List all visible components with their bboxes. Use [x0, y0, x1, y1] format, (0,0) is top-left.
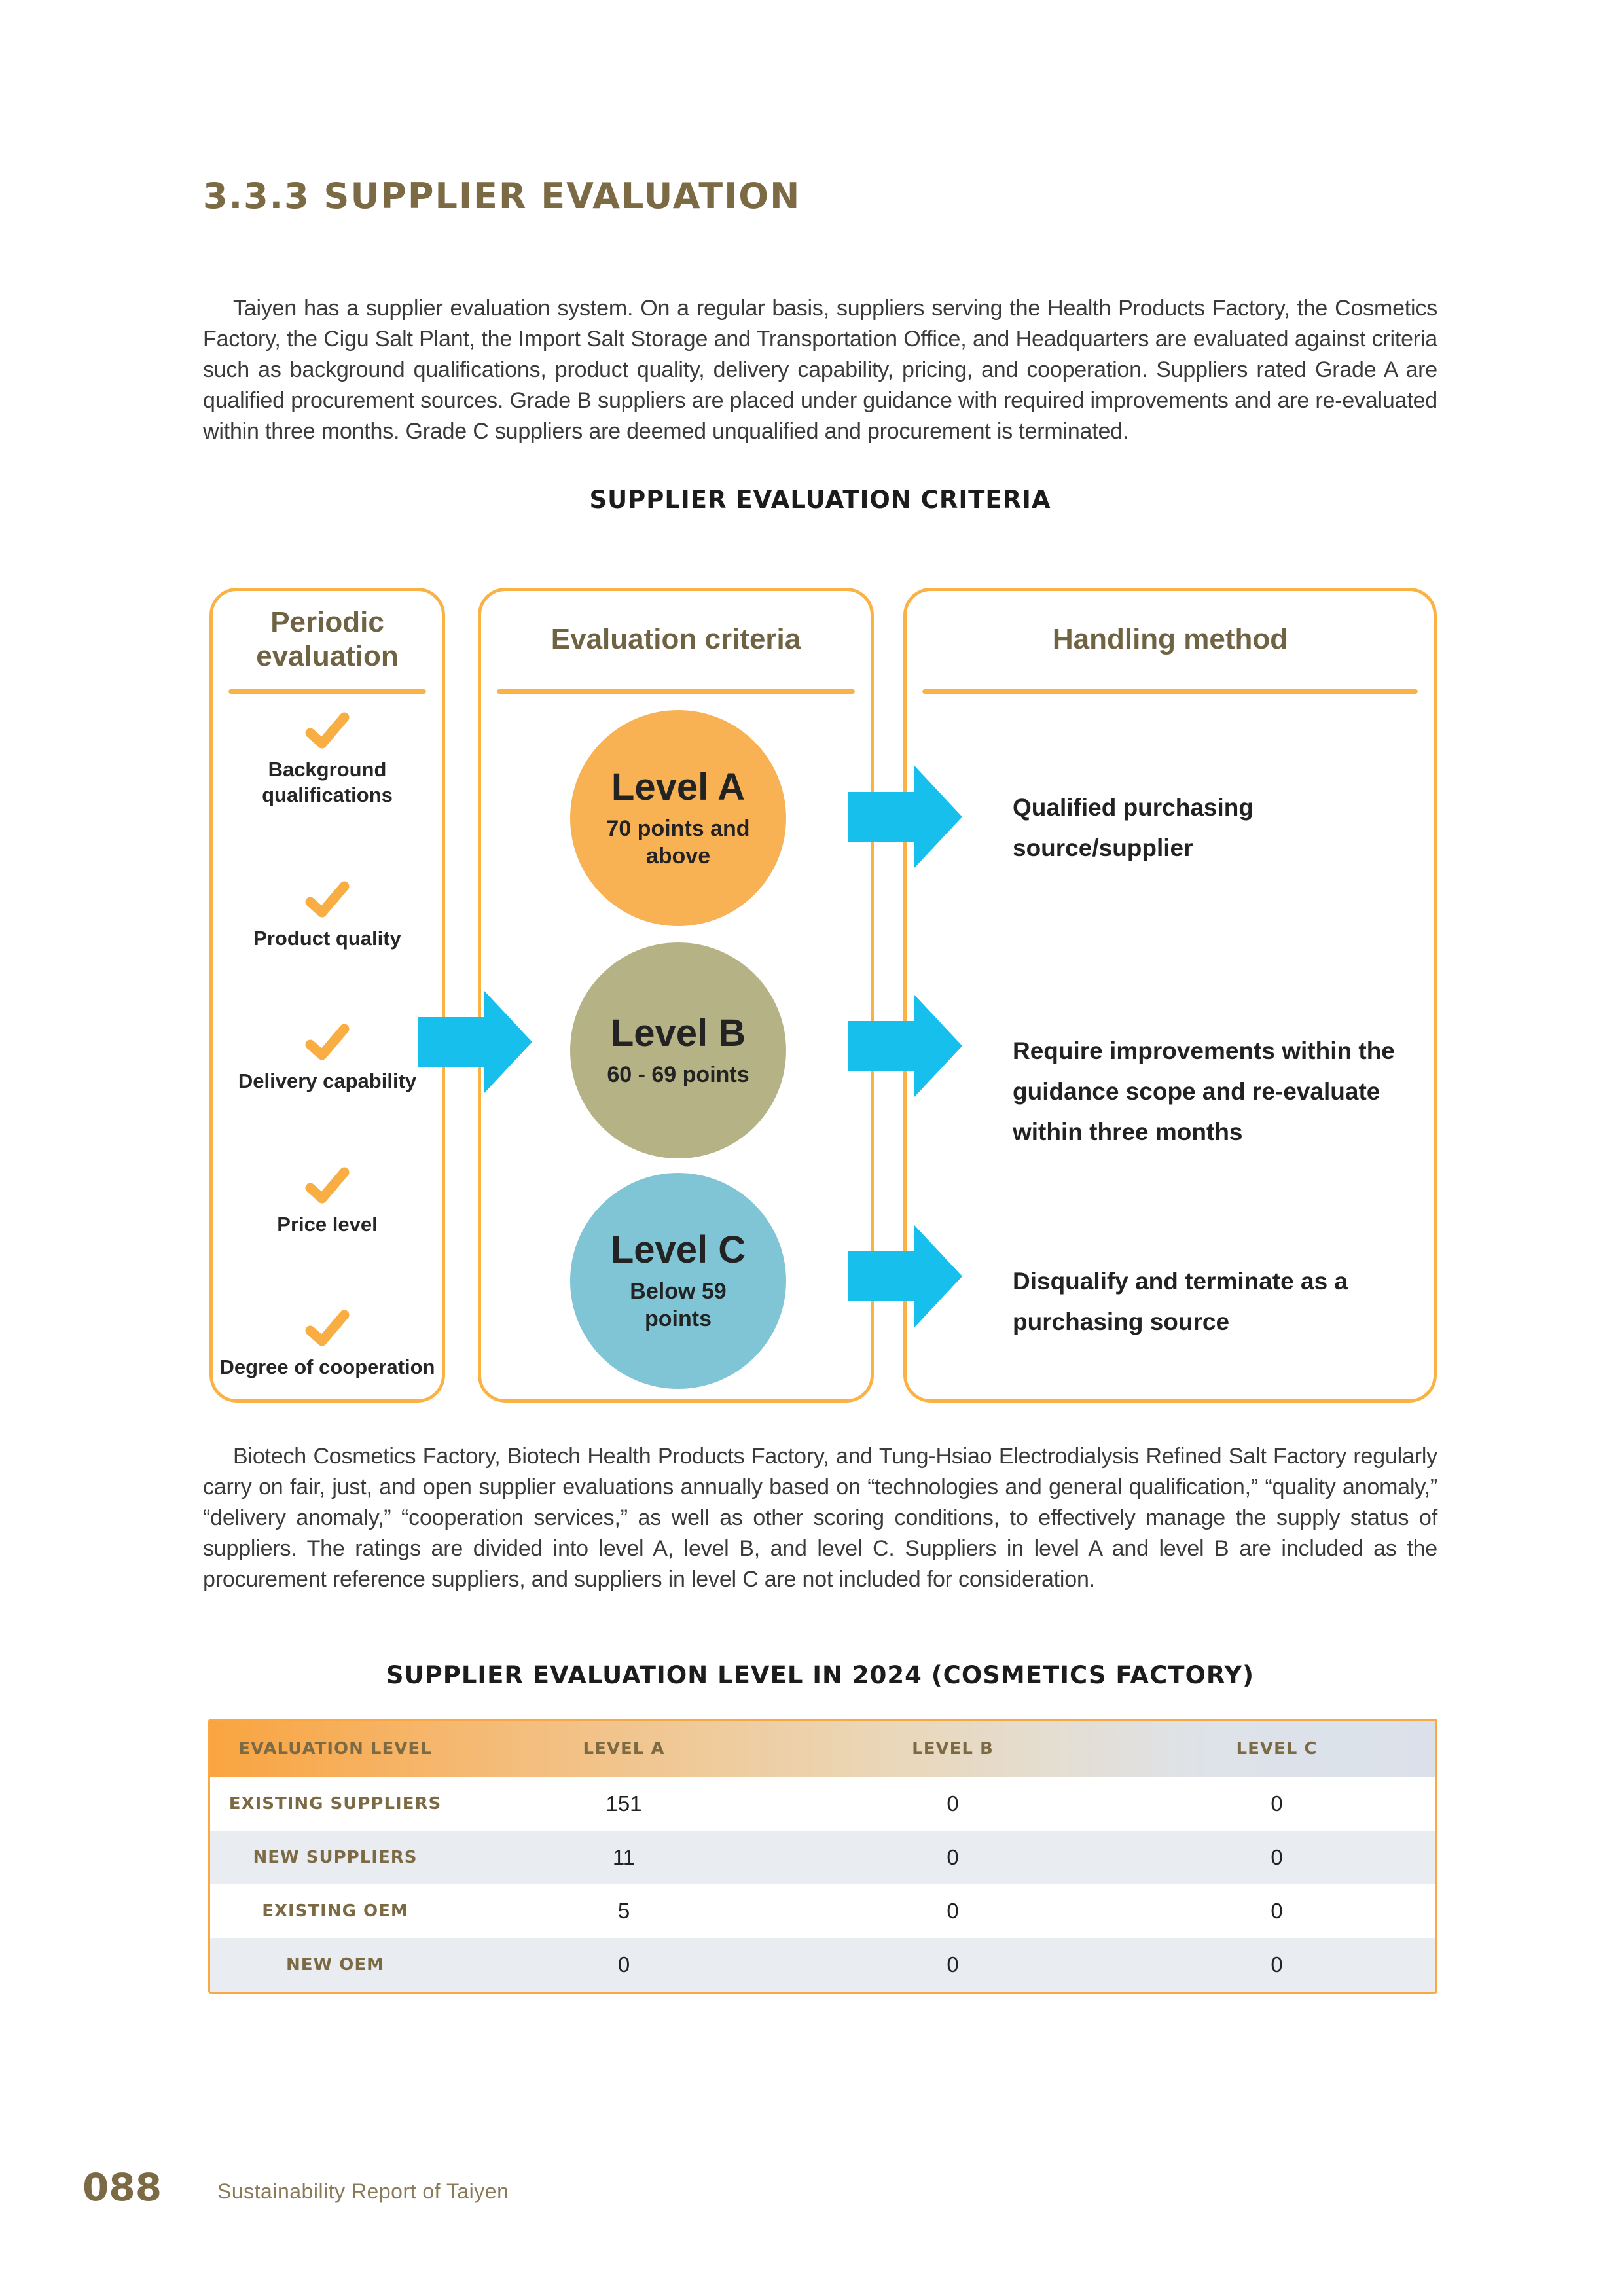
header-divider [228, 689, 426, 694]
cell-value: 0 [1271, 1952, 1283, 1977]
row-label: EXISTING OEM [262, 1901, 408, 1921]
arrow-right-icon [418, 990, 532, 1094]
level-a-label: Level A [611, 766, 746, 808]
cell-value: 0 [617, 1952, 630, 1977]
level-b-label: Level B [610, 1012, 746, 1054]
body-paragraph: Biotech Cosmetics Factory, Biotech Health Products Factory, and Tung-Hsiao Electrodialysis Refined Salt Factory regularly carry on fair, just, and open supplier evaluations annually based on “technologies and general qualification,” “quality anomaly,” “delivery anomaly,” “cooperation services,” as well as other scoring conditions, to effectively manage the supply status of suppliers. The ratings are divided into level A, level B, and level C. Suppliers in level A and level B are included as the procurement reference suppliers, and suppliers in level C are not included for consideration. [203, 1444, 1437, 1592]
cell-value: 0 [947, 1952, 959, 1977]
level-a-circle [570, 710, 786, 926]
column-header: LEVEL C [1236, 1739, 1318, 1759]
cell-value: 0 [1271, 1791, 1283, 1816]
checklist-item-label: Price level [277, 1212, 378, 1236]
column-header: LEVEL B [912, 1739, 994, 1759]
cell-value: 5 [617, 1899, 630, 1923]
checklist-item [220, 1310, 435, 1380]
check-icon [304, 1024, 351, 1062]
check-icon [304, 1167, 351, 1205]
handling-method-header: Handling method [1052, 623, 1288, 655]
level-a-points: 70 points and above [606, 816, 750, 869]
arrow-right-icon [848, 1224, 962, 1329]
level-c-points: Below 59 points [630, 1279, 727, 1331]
table-title: SUPPLIER EVALUATION LEVEL IN 2024 (COSMETICS FACTORY) [386, 1661, 1255, 1689]
checklist-item [253, 881, 401, 951]
handling-method-box [903, 588, 1437, 1403]
section-title: 3.3.3 SUPPLIER EVALUATION [203, 175, 801, 217]
column-header: EVALUATION LEVEL [238, 1739, 432, 1759]
checklist-item-label: Degree of cooperation [219, 1355, 435, 1378]
evaluation-criteria-box [478, 588, 874, 1403]
header-divider [922, 689, 1418, 694]
check-icon [304, 881, 351, 919]
handling-method-level-b: Require improvements within the guidance scope and re-evaluate within three months [1013, 1037, 1395, 1145]
checklist-item-label: Delivery capability [238, 1069, 417, 1092]
level-c-circle [570, 1173, 786, 1389]
table-row [210, 1938, 1435, 1992]
check-icon [304, 1310, 351, 1348]
table-row [210, 1777, 1435, 1831]
column-header: LEVEL A [583, 1739, 665, 1759]
arrow-right-icon [848, 764, 962, 869]
handling-method-level-c: Disqualify and terminate as a purchasing source [1013, 1268, 1348, 1335]
cell-value: 0 [1271, 1845, 1283, 1869]
periodic-evaluation-box [209, 588, 445, 1403]
evaluation-criteria-header: Evaluation criteria [550, 623, 801, 655]
checklist-item [277, 1167, 377, 1237]
row-label: NEW SUPPLIERS [253, 1848, 418, 1867]
arrow-right-icon [848, 994, 962, 1098]
cell-value: 0 [947, 1845, 959, 1869]
cell-value: 0 [947, 1899, 959, 1923]
diagram-title: SUPPLIER EVALUATION CRITERIA [589, 486, 1051, 514]
handling-method-level-a: Qualified purchasing source/supplier [1013, 794, 1254, 861]
evaluation-checklist [218, 712, 437, 1380]
intro-paragraph: Taiyen has a supplier evaluation system. On a regular basis, suppliers serving the Health Products Factory, the Cosmetics Factory, the Cigu Salt Plant, the Import Salt Storage and Transportation Office, and Headquarters are evaluated against criteria such as background qualifications, product quality, delivery capability, pricing, and cooperation. Suppliers rated Grade A are qualified procurement sources. Grade B suppliers are placed under guidance with required improvements and are re-evaluated within three months. Grade C suppliers are deemed unqualified and procurement is terminated. [203, 296, 1437, 444]
report-title: Sustainability Report of Taiyen [217, 2179, 509, 2203]
level-c-label: Level C [610, 1229, 746, 1271]
table-row [210, 1831, 1435, 1884]
header-divider [497, 689, 855, 694]
checklist-item [218, 712, 437, 808]
table-row [210, 1884, 1435, 1938]
periodic-evaluation-header: Periodic evaluation [256, 606, 399, 672]
check-icon [304, 712, 351, 750]
supplier-evaluation-table [208, 1719, 1437, 1994]
row-label: EXISTING SUPPLIERS [228, 1794, 442, 1814]
cell-value: 11 [612, 1845, 636, 1869]
checklist-item [238, 1024, 416, 1094]
level-b-circle [570, 942, 786, 1158]
cell-value: 151 [605, 1791, 642, 1816]
cell-value: 0 [1271, 1899, 1283, 1923]
table-header-row [210, 1721, 1435, 1777]
row-label: NEW OEM [286, 1955, 384, 1975]
checklist-item-label: Product quality [253, 926, 401, 950]
page-number: 088 [82, 2165, 162, 2210]
cell-value: 0 [947, 1791, 959, 1816]
level-b-points: 60 - 69 points [607, 1062, 749, 1087]
checklist-item-label: Background qualifications [262, 758, 393, 806]
